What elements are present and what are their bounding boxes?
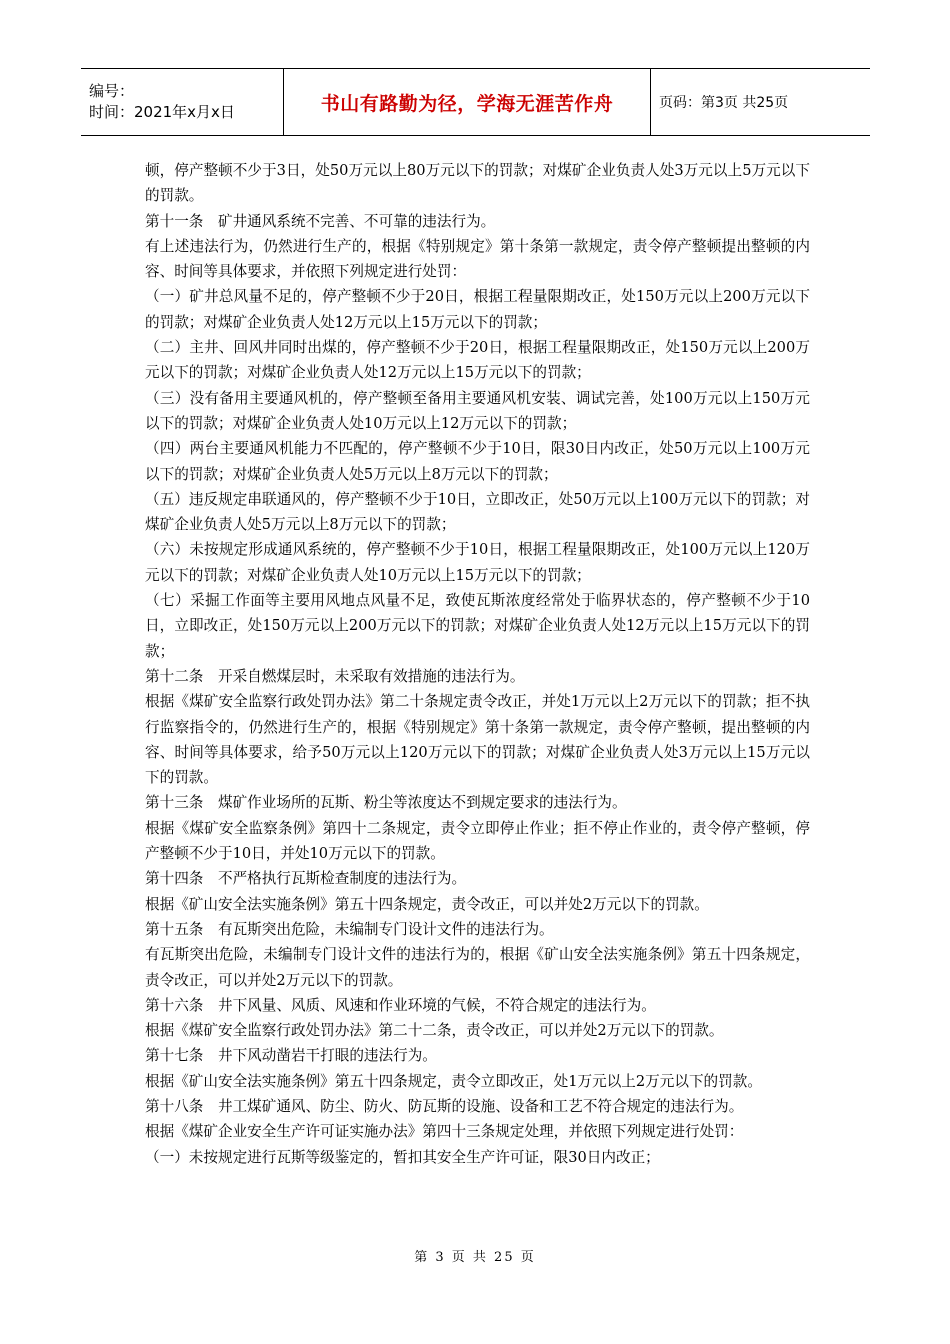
header-motto: 书山有路勤为径，学海无涯苦作舟	[320, 92, 614, 115]
paragraph: （二）主井、回风井同时出煤的，停产整顿不少于20日，根据工程量限期改正，处150万元以上200万元以下的罚款；对煤矿企业负责人处12万元以上15万元以下的罚款；	[145, 339, 810, 382]
paragraph: 顿，停产整顿不少于3日，处50万元以上80万元以下的罚款；对煤矿企业负责人处3万元以上5万元以下的罚款。	[145, 162, 810, 205]
paragraph: 第十四条 不严格执行瓦斯检查制度的违法行为。	[145, 870, 467, 888]
paragraph: 有上述违法行为，仍然进行生产的，根据《特别规定》第十条第一款规定，责令停产整顿提出整顿的内容、时间等具体要求，并依照下列规定进行处罚：	[145, 237, 810, 281]
header-page-info: 页码：第3页 共25页	[659, 95, 789, 111]
paragraph: 根据《煤矿安全监察行政处罚办法》第二十条规定责令改正，并处1万元以上2万元以下的罚款；拒不执行监察指令的，仍然进行生产的，根据《特别规定》第十条第一款规定，责令停产整顿，提出整顿的内容、时间等具体要求，给予50万元以上120万元以下的罚款；对煤矿企业负责人处3万元以上15万元以下的罚款。	[145, 693, 810, 787]
paragraph: 第十五条 有瓦斯突出危险，未编制专门设计文件的违法行为。	[145, 920, 554, 938]
paragraph: 第十二条 开采自燃煤层时，未采取有效措施的违法行为。	[145, 667, 525, 685]
paragraph: 第十一条 矿井通风系统不完善、不可靠的违法行为。	[145, 212, 496, 230]
paragraph: （七）采掘工作面等主要用风地点风量不足，致使瓦斯浓度经常处于临界状态的，停产整顿不少于10日，立即改正，处150万元以上200万元以下的罚款；对煤矿企业负责人处12万元以上15万元以下的罚款；	[145, 592, 810, 660]
document-date: 时间：2021年x月x日	[89, 103, 235, 121]
header-table	[81, 68, 870, 136]
paragraph: 第十七条 井下风动凿岩干打眼的违法行为。	[145, 1047, 437, 1065]
paragraph: （一）未按规定进行瓦斯等级鉴定的，暂扣其安全生产许可证，限30日内改正；	[145, 1148, 660, 1166]
paragraph: 根据《煤矿企业安全生产许可证实施办法》第四十三条规定处理，并依照下列规定进行处罚：	[145, 1123, 744, 1141]
header-meta-cell	[81, 69, 284, 135]
paragraph: （三）没有备用主要通风机的，停产整顿至备用主要通风机安装、调试完善，处100万元以上150万元以下的罚款；对煤矿企业负责人处10万元以上12万元以下的罚款；	[145, 389, 810, 432]
paragraph: 根据《矿山安全法实施条例》第五十四条规定，责令立即改正，处1万元以上2万元以下的罚款。	[145, 1072, 762, 1090]
document-body	[145, 158, 810, 1170]
document-number-label: 编号：	[89, 82, 135, 100]
paragraph: 根据《煤矿安全监察行政处罚办法》第二十二条，责令改正，可以并处2万元以下的罚款。	[145, 1022, 724, 1040]
paragraph: （六）未按规定形成通风系统的，停产整顿不少于10日，根据工程量限期改正，处100万元以上120万元以下的罚款；对煤矿企业负责人处10万元以上15万元以下的罚款；	[145, 541, 810, 584]
header-motto-cell	[284, 69, 651, 135]
header-page-cell	[651, 69, 870, 135]
paragraph: 根据《矿山安全法实施条例》第五十四条规定，责令改正，可以并处2万元以下的罚款。	[145, 895, 709, 913]
paragraph: 根据《煤矿安全监察条例》第四十二条规定，责令立即停止作业；拒不停止作业的，责令停产整顿，停产整顿不少于10日，并处10万元以下的罚款。	[145, 819, 810, 863]
paragraph: （四）两台主要通风机能力不匹配的，停产整顿不少于10日，限30日内改正，处50万元以上100万元以下的罚款；对煤矿企业负责人处5万元以上8万元以下的罚款；	[145, 440, 810, 483]
paragraph: 有瓦斯突出危险，未编制专门设计文件的违法行为的，根据《矿山安全法实施条例》第五十四条规定，责令改正，可以并处2万元以下的罚款。	[145, 946, 810, 989]
paragraph: （五）违反规定串联通风的，停产整顿不少于10日，立即改正，处50万元以上100万元以下的罚款；对煤矿企业负责人处5万元以上8万元以下的罚款；	[145, 490, 810, 534]
page-footer: 第 3 页 共 25 页	[414, 1250, 536, 1265]
paragraph: 第十三条 煤矿作业场所的瓦斯、粉尘等浓度达不到规定要求的违法行为。	[145, 794, 627, 812]
paragraph: 第十六条 井下风量、风质、风速和作业环境的气候，不符合规定的违法行为。	[145, 996, 656, 1014]
paragraph: （一）矿井总风量不足的，停产整顿不少于20日，根据工程量限期改正，处150万元以上200万元以下的罚款；对煤矿企业负责人处12万元以上15万元以下的罚款；	[145, 288, 810, 331]
paragraph: 第十八条 井工煤矿通风、防尘、防火、防瓦斯的设施、设备和工艺不符合规定的违法行为。	[145, 1097, 744, 1115]
